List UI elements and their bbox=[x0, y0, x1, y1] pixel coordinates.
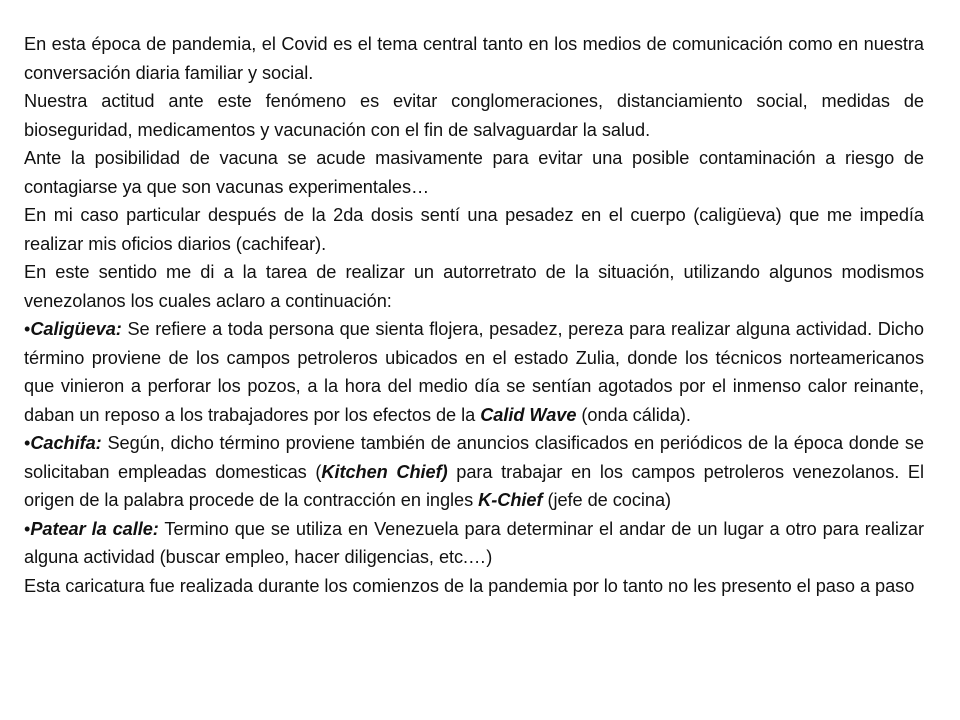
definition-text: Se refiere a toda persona que sienta flojera, pesadez, pereza para realizar alguna actividad. Dicho término proviene de los campos petroleros ubicados en el estado Zulia, donde los técnicos norteamericanos que vinieron a perforar los pozos, a la hora del medio día se sentían agotados por el inmenso calor reinante, daban un reposo a los trabajadores por los efectos de la bbox=[24, 319, 924, 425]
paragraph-intro: En esta época de pandemia, el Covid es el tema central tanto en los medios de comunicación como en nuestra conversación diaria familiar y social. bbox=[24, 34, 924, 83]
paragraph-closing: Esta caricatura fue realizada durante los comienzos de la pandemia por lo tanto no les presento el paso a paso bbox=[24, 575, 915, 596]
paragraph-self-portrait: En este sentido me di a la tarea de realizar un autorretrato de la situación, utilizando algunos modismos venezolanos los cuales aclaro a continuación: bbox=[24, 262, 924, 311]
definition-text: para trabajar en los campos petroleros venezolanos. El origen de la palabra procede de la contracción en ingles bbox=[24, 461, 924, 510]
term-cachifa: Cachifa: bbox=[30, 433, 102, 453]
term-caligueva: Caligüeva: bbox=[30, 319, 122, 339]
paragraph-vaccine: Ante la posibilidad de vacuna se acude masivamente para evitar una posible contaminación a riesgo de contagiarse ya que son vacunas experimentales… bbox=[24, 148, 924, 197]
document-page bbox=[24, 30, 924, 600]
definition-text: Termino que se utiliza en Venezuela para determinar el andar de un lugar a otro para realizar alguna actividad (buscar empleo, hacer diligencias, etc.…) bbox=[24, 518, 924, 567]
definition-text: (onda cálida). bbox=[576, 404, 691, 425]
definition-text: Según, dicho término proviene también de anuncios clasificados en periódicos de la época donde se solicitaban empleadas domesticas ( bbox=[24, 433, 924, 482]
paragraph-personal-case: En mi caso particular después de la 2da dosis sentí una pesadez en el cuerpo (caligüeva) que me impedía realizar mis oficios diarios (cachifear). bbox=[24, 205, 924, 254]
bullet: • bbox=[24, 433, 31, 453]
term-kitchen-chief: Kitchen Chief) bbox=[321, 461, 448, 482]
bullet: • bbox=[24, 319, 31, 339]
term-calid-wave: Calid Wave bbox=[480, 404, 577, 425]
definition-patear-la-calle bbox=[24, 515, 924, 572]
definition-caligueva bbox=[24, 315, 924, 429]
definition-cachifa bbox=[24, 429, 924, 515]
term-patear-la-calle: Patear la calle: bbox=[30, 518, 159, 539]
definition-text: (jefe de cocina) bbox=[542, 490, 672, 510]
term-k-chief: K-Chief bbox=[478, 490, 543, 510]
paragraph-attitude: Nuestra actitud ante este fenómeno es evitar conglomeraciones, distanciamiento social, medidas de bioseguridad, medicamentos y vacunación con el fin de salvaguardar la salud. bbox=[24, 91, 924, 140]
bullet: • bbox=[24, 518, 31, 539]
